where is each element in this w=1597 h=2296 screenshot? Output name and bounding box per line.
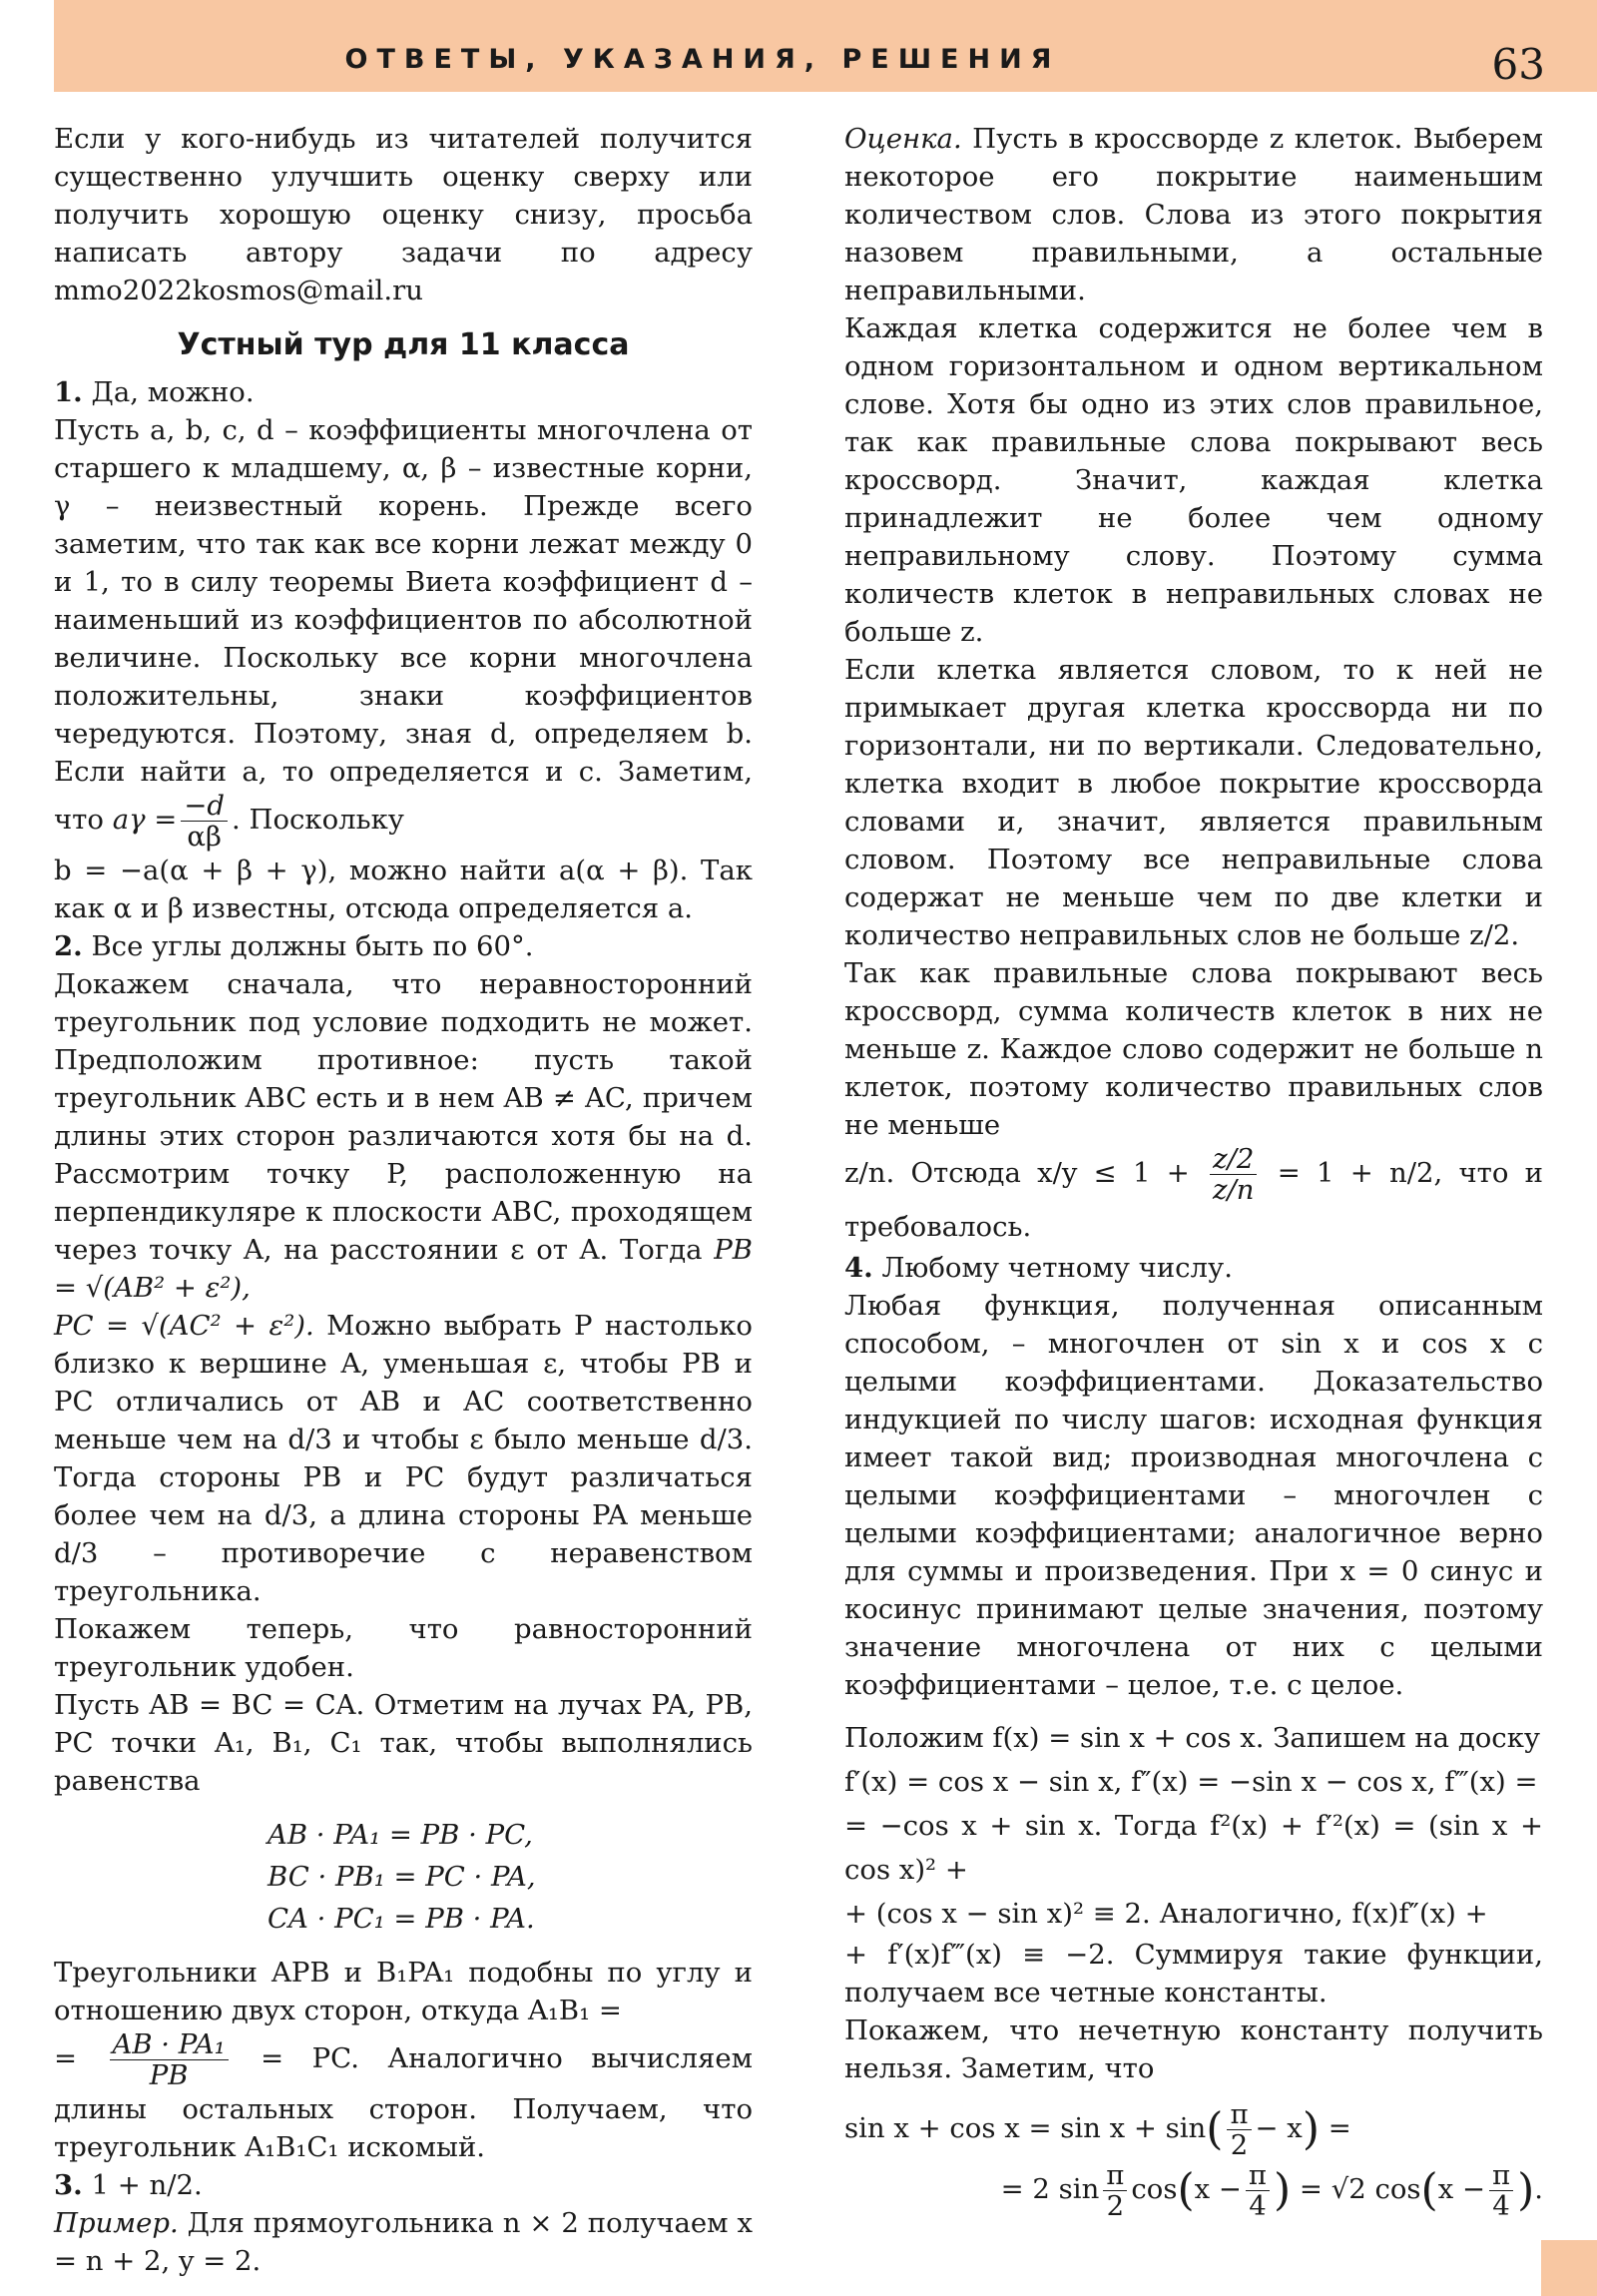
equation-1: AB · PA₁ = PB · PC, — [267, 1819, 533, 1851]
fraction-numerator: −d — [181, 791, 228, 822]
problem-2-answer-text: Все углы должны быть по 60°. — [91, 930, 534, 962]
section-title: Устный тур для 11 класса — [177, 327, 630, 362]
example-text: Для прямоугольника n × 2 получаем x = n + 2, y = 2. — [54, 2207, 753, 2277]
equation-system — [54, 1814, 753, 1940]
problem-2-paragraph-2 — [54, 1307, 753, 1610]
trig-2-pre: = 2 sin — [1000, 2173, 1100, 2205]
problem-2-paragraph-3: Покажем теперь, что равносторонний треугольник удобен. — [54, 1613, 753, 1683]
problem-4-answer-text: Любому четному числу. — [881, 1252, 1233, 1284]
problem-3-number: 3. — [54, 2169, 83, 2201]
problem-4-number: 4. — [844, 1252, 873, 1284]
fraction-numerator: AB · PA₁ — [110, 2029, 229, 2060]
problem-1-answer-text: Да, можно. — [91, 376, 255, 408]
estimate-paragraph — [844, 120, 1543, 309]
problem-1-solution — [54, 411, 753, 852]
problem-1-formula-lhs: aγ = — [112, 804, 178, 836]
estimate-formula — [844, 1144, 1543, 1249]
page-header-band — [54, 0, 1597, 92]
problem-3-example — [54, 2204, 753, 2280]
problem-2-text-1: Докажем сначала, что неравносторонний треугольник под условие подходить не может. Предположим противное: пусть такой треугольник ABC есть и в нем AB ≠ AC, причем длины этих сторон различаются хотя бы на d. Рассмотрим точку P, расположенную на перпендикуляре к плоскости ABC, проходящем через точку A, на расстоянии ε от A. Тогда — [54, 968, 753, 1266]
pi-over-4-fraction — [1246, 2160, 1270, 2221]
cell-paragraph-1: Каждая клетка содержится не более чем в одном горизонтальном и одном вертикальном слове. Хотя бы одно из этих слов правильное, так как правильные слова покрывают весь кроссворд. Значит, каждая клетка принадлежит не более чем одному неправильному слову. Поэтому сумма количеств клеток в неправильных словах не больше z. — [844, 312, 1543, 648]
fraction-denominator: 4 — [1249, 2190, 1267, 2222]
problem-2-number: 2. — [54, 930, 83, 962]
trig-2-eq: = √2 cos — [1299, 2173, 1421, 2205]
trig-identity-line-1: sin x + cos x = sin x + sin( $\frac{\pi}{2}$ − x) = — [844, 2098, 1351, 2161]
fraction-numerator: π — [1489, 2160, 1513, 2191]
fraction-numerator: z/2 — [1210, 1144, 1257, 1175]
problem-3-answer-text: 1 + n/2. — [91, 2169, 203, 2201]
pi-over-2-fraction — [1227, 2099, 1251, 2160]
derivative-line-3: = −cos x + sin x. Тогда f²(x) + f′²(x) = (sin x + cos x)² + — [844, 1810, 1543, 1886]
example-label: Пример. — [54, 2207, 179, 2239]
trig-2-end: . — [1534, 2173, 1543, 2205]
problem-3-answer — [54, 2166, 753, 2204]
intro-paragraph: Если у кого-нибудь из читателей получится существенно улучшить оценку сверху или получить хорошую оценку снизу, просьба написать автору задачи по адресу mmo2022kosmos@mail.ru — [54, 123, 753, 306]
estimate-fraction — [1210, 1144, 1257, 1205]
estimate-text: Пусть в кроссворде z клеток. Выберем некоторое его покрытие наименьшим количеством слов. Слова из этого покрытия назовем правильными, а остальные неправильными. — [844, 123, 1543, 306]
cell-paragraph-3: Так как правильные слова покрывают весь кроссворд, сумма количеств клеток в них не меньше z. Каждое слово содержит не больше n клеток, поэтому количество правильных слов не меньше — [844, 957, 1543, 1141]
trig-2-mid: cos — [1131, 2173, 1178, 2205]
fraction-denominator: z/n — [1212, 1174, 1255, 1206]
trig-1-post: − x — [1255, 2112, 1303, 2144]
pi-over-4-fraction-b — [1489, 2160, 1513, 2221]
formula-pb: PB = √(AB² + ε²), — [54, 1234, 753, 1304]
problem-1-text-2: . Поскольку — [231, 804, 404, 836]
fraction-denominator: PB — [149, 2059, 189, 2091]
problem-2-text-2: Можно выбрать P настолько близко к вершине A, уменьшая ε, чтобы PB и PC отличались от AB и AC соответственно меньше чем на d/3 и чтобы ε было меньше d/3. Тогда стороны PB и PC будут различаться более чем на d/3, а длина стороны PA меньше d/3 – противоречие с неравенством треугольника. — [54, 1310, 753, 1607]
problem-2-fraction — [110, 2029, 229, 2090]
problem-2-answer — [54, 927, 753, 965]
pi-over-2-fraction-b — [1103, 2160, 1127, 2221]
fraction-denominator: 2 — [1230, 2129, 1249, 2161]
estimate-formula-post: = 1 + n/2, что и требовалось. — [844, 1157, 1543, 1243]
right-column — [844, 120, 1543, 2221]
problem-1-text: Пусть a, b, c, d – коэффициенты многочлена от старшего к младшему, α, β – известные корни, γ – неизвестный корень. Прежде всего заметим, что так как все корни лежат между 0 и 1, то в силу теоремы Виета коэффициент d – наименьший из коэффициентов по абсолютной величине. Поскольку все корни многочлена положительны, знаки коэффициентов чередуются. Поэтому, зная d, определяем b. Если найти a, то определяется и c. Заметим, что — [54, 414, 753, 836]
trig-1-end: = — [1328, 2112, 1351, 2144]
derivative-line-2: f′(x) = cos x − sin x, f″(x) = −sin x − cos x, f‴(x) = — [844, 1766, 1538, 1798]
problem-4-paragraph-2: Покажем, что нечетную константу получить нельзя. Заметим, что — [844, 2014, 1543, 2084]
left-column — [54, 120, 753, 2280]
problem-4-answer — [844, 1249, 1543, 1287]
problem-2-paragraph-5: Треугольники APB и B₁PA₁ подобны по углу и отношению двух сторон, откуда A₁B₁ = — [54, 1957, 753, 2026]
fraction-denominator: 4 — [1492, 2190, 1510, 2222]
fraction-denominator: 2 — [1106, 2190, 1125, 2222]
cell-paragraph-2: Если клетка является словом, то к ней не примыкает другая клетка кроссворда ни по горизонтали, ни по вертикали. Следовательно, клетка входит в любое покрытие кроссворда словами и, значит, является правильным словом. Поэтому все неправильные слова содержат не меньше чем по две клетки и количество неправильных слов не больше z/2. — [844, 654, 1543, 951]
fraction-numerator: π — [1103, 2160, 1127, 2191]
problem-2-text-6: = PC. Аналогично вычисляем длины остальных сторон. Получаем, что треугольник A₁B₁C₁ искомый. — [54, 2042, 753, 2163]
derivative-line-1: Положим f(x) = sin x + cos x. Запишем на доску — [844, 1722, 1541, 1754]
problem-1-fraction — [181, 791, 228, 852]
trig-1-pre: sin x + cos x = sin x + sin — [844, 2112, 1207, 2144]
problem-2-paragraph-6: = $\frac{\text{AB · PA₁}}{PB}$ = PC. Аналогично вычисляем длины остальных сторон. Получаем, что треугольник A₁B₁C₁ искомый. — [54, 2028, 753, 2163]
estimate-label: Оценка. — [844, 123, 962, 155]
equation-3: CA · PC₁ = PB · PA. — [267, 1903, 535, 1935]
page-number: 63 — [1491, 40, 1545, 89]
problem-1-solution-end: b = −a(α + β + γ), можно найти a(α + β). Так как α и β известны, отсюда определяется a. — [54, 855, 753, 924]
derivative-line-5: + f′(x)f‴(x) ≡ −2. Суммируя такие функции, получаем все четные константы. — [844, 1939, 1543, 2009]
fraction-numerator: π — [1227, 2099, 1251, 2130]
problem-1-number: 1. — [54, 376, 83, 408]
page-corner-tab — [1541, 2240, 1597, 2296]
derivative-line-4: + (cos x − sin x)² ≡ 2. Аналогично, f(x)f″(x) + — [844, 1898, 1488, 1930]
fraction-numerator: π — [1246, 2160, 1270, 2191]
problem-2-paragraph-1 — [54, 965, 753, 1307]
formula-pc: PC = √(AC² + ε²). — [54, 1310, 314, 1342]
problem-2-paragraph-4: Пусть AB = BC = CA. Отметим на лучах PA, PB, PC точки A₁, B₁, C₁ так, чтобы выполнялись равенства — [54, 1689, 753, 1797]
trig-2-x2: x − — [1437, 2173, 1485, 2205]
problem-1-answer — [54, 373, 753, 411]
trig-2-x: x − — [1194, 2173, 1242, 2205]
fraction-denominator: αβ — [187, 821, 222, 853]
running-header: ОТВЕТЫ, УКАЗАНИЯ, РЕШЕНИЯ — [344, 44, 1061, 75]
estimate-formula-pre: z/n. Отсюда x/y ≤ 1 + — [844, 1157, 1190, 1189]
problem-4-paragraph: Любая функция, полученная описанным способом, – многочлен от sin x и cos x с целыми коэффициентами. Доказательство индукцией по числу шагов: исходная функция имеет такой вид; производная многочлена с целыми коэффициентами – многочлен с целыми коэффициентами; аналогичное верно для суммы и произведения. При x = 0 синус и косинус принимают целые значения, поэтому значение многочлена от них с целыми коэффициентами – целое, т.е. c целое. — [844, 1290, 1543, 1701]
equation-2: BC · PB₁ = PC · PA, — [267, 1861, 536, 1893]
trig-identity-line-2: = 2 sin $\frac{\pi}{2}$ cos(x − $\frac{\pi}{4}$ ) = √2 cos(x − $\frac{\pi}{4}$ ). — [1000, 2159, 1543, 2222]
